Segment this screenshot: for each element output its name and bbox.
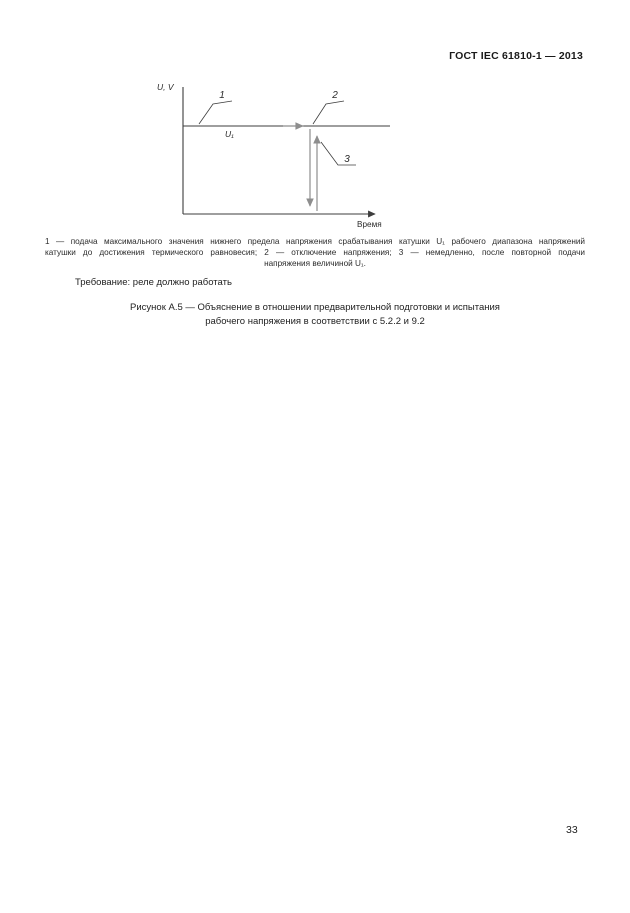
voltage-level-label: U₁	[225, 129, 234, 139]
voltage-time-diagram	[145, 76, 405, 236]
figure-caption	[0, 301, 630, 328]
figure-caption-line-2: рабочего напряжения в соответствии с 5.2.2 и 9.2	[205, 315, 425, 327]
callout-3-label: 3	[344, 154, 350, 165]
figure-a5-diagram	[145, 76, 405, 236]
callout-1-leader-line	[199, 101, 232, 124]
standard-number: ГОСТ IEC 61810-1 — 2013	[449, 50, 583, 62]
figure-note-line-3: напряжения величиной U₁.	[264, 259, 366, 268]
x-axis-label: Время	[357, 220, 382, 229]
requirement-text: Требование: реле должно работать	[75, 277, 232, 288]
callout-2-leader-line	[313, 101, 344, 124]
callout-1-label: 1	[219, 90, 225, 101]
y-axis-label: U, V	[157, 82, 174, 92]
figure-caption-line-1: Рисунок А.5 — Объяснение в отношении предварительной подготовки и испытания	[130, 302, 500, 313]
callout-3-leader-line	[321, 142, 356, 165]
page-number: 33	[566, 824, 578, 836]
callout-2-label: 2	[332, 90, 338, 101]
figure-notes	[45, 236, 585, 269]
figure-note-line-1: 1 — подача максимального значения нижнего предела напряжения срабатывания катушки U₁ рабочего диапазона напряжений	[45, 237, 585, 246]
figure-note-line-2: катушки до достижения термического равновесия; 2 — отключение напряжения; 3 — немедленно, после повторной подачи	[45, 248, 585, 257]
